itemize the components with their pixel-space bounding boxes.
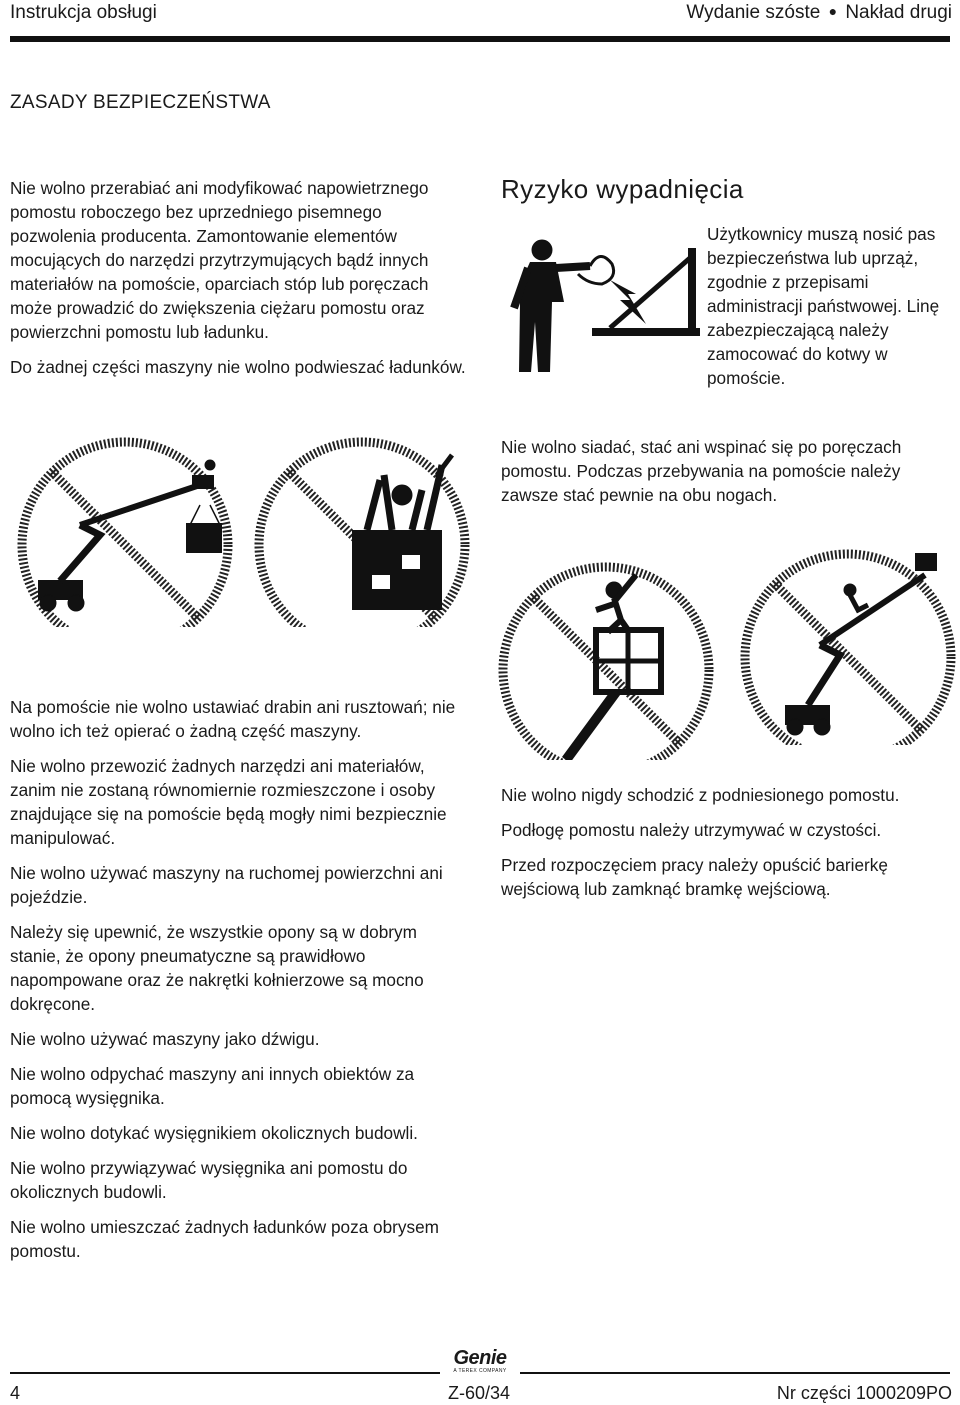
paragraph: Nie wolno nigdy schodzić z podniesionego pomostu.	[501, 785, 900, 805]
part-number: Nr części 1000209PO	[776, 1383, 952, 1403]
harness-figure-illustration	[500, 228, 700, 378]
edition-info	[686, 2, 952, 24]
section-title: ZASADY BEZPIECZEŃSTWA	[10, 92, 271, 113]
paragraph: Przed rozpoczęciem pracy należy opuścić barierkę wejściową lub zamknąć bramkę wejściową.	[501, 855, 888, 899]
fall-hazard-title: Ryzyko wypadnięcia	[501, 174, 744, 204]
logo-wordmark: Genie	[453, 1347, 507, 1369]
no-hanging-loads-illustration	[10, 435, 240, 630]
right-bottom-column	[501, 783, 956, 901]
paragraph: Na pomoście nie wolno ustawiać drabin ani rusztowań; nie wolno ich też opierać o żadną część maszyny.	[10, 697, 456, 741]
paragraph: Nie wolno przewozić żadnych narzędzi ani materiałów, zanim nie zostaną równomiernie rozmieszczone i osoby znajdujące się na pomoście będą mogły nimi bezpiecznie manipulować.	[10, 756, 447, 848]
no-climbing-rails-illustration	[496, 560, 716, 760]
manual-title: Instrukcja obsługi	[10, 2, 157, 23]
no-overloading-illustration	[252, 435, 472, 630]
paragraph: Do żadnej części maszyny nie wolno podwieszać ładunków.	[10, 357, 466, 377]
paragraph: Należy się upewnić, że wszystkie opony są w dobrym stanie, że opony pneumatyczne są prawidłowo napompowane oraz że nakrętki kołnierzowe są mocno dokręcone.	[10, 922, 424, 1014]
genie-logo	[440, 1348, 520, 1380]
header-rule	[10, 36, 950, 42]
model-number: Z-60/34	[448, 1383, 511, 1403]
bullet-separator: ●	[828, 3, 838, 19]
paragraph: Nie wolno odpychać maszyny ani innych obiektów za pomocą wysięgnika.	[10, 1064, 415, 1108]
climbing-warning-text: Nie wolno siadać, stać ani wspinać się po poręczach pomostu. Podczas przebywania na pomoście należy zawsze stać pewnie na obu nogach.	[501, 437, 902, 505]
paragraph: Podłogę pomostu należy utrzymywać w czystości.	[501, 820, 882, 840]
logo-tagline: A TEREX COMPANY	[453, 1368, 507, 1374]
paragraph: Nie wolno przywiązywać wysięgnika ani pomostu do okolicznych budowli.	[10, 1158, 408, 1202]
paragraph: Nie wolno używać maszyny jako dźwigu.	[10, 1029, 320, 1049]
paragraph: Nie wolno używać maszyny na ruchomej powierzchni ani pojeździe.	[10, 863, 443, 907]
paragraph: Nie wolno umieszczać żadnych ładunków poza obrysem pomostu.	[10, 1217, 439, 1261]
page-number: 4	[10, 1383, 21, 1403]
left-top-column	[10, 176, 470, 379]
printing-label: Nakład drugi	[845, 2, 952, 23]
paragraph: Nie wolno przerabiać ani modyfikować napowietrznego pomostu roboczego bez uprzedniego pisemnego pozwolenia producenta. Zamontowanie elementów mocujących do narzędzi przytrzymujących bądź innych materiałów na pomoście, oparciach stóp lub poręczach może prowadzić do zwiększenia ciężaru pomostu oraz powierzchni pomostu lub ładunku.	[10, 178, 429, 342]
paragraph: Nie wolno dotykać wysięgnikiem okolicznych budowli.	[10, 1123, 418, 1143]
no-exiting-platform-illustration	[740, 545, 958, 745]
harness-requirement-text: Użytkownicy muszą nosić pas bezpieczeństwa lub uprząż, zgodnie z przepisami administracji państwowej. Linę zabezpieczającą należy zamocować do kotwy w pomoście.	[707, 224, 940, 388]
edition-label: Wydanie szóste	[686, 2, 821, 23]
left-bottom-column	[10, 695, 470, 1263]
